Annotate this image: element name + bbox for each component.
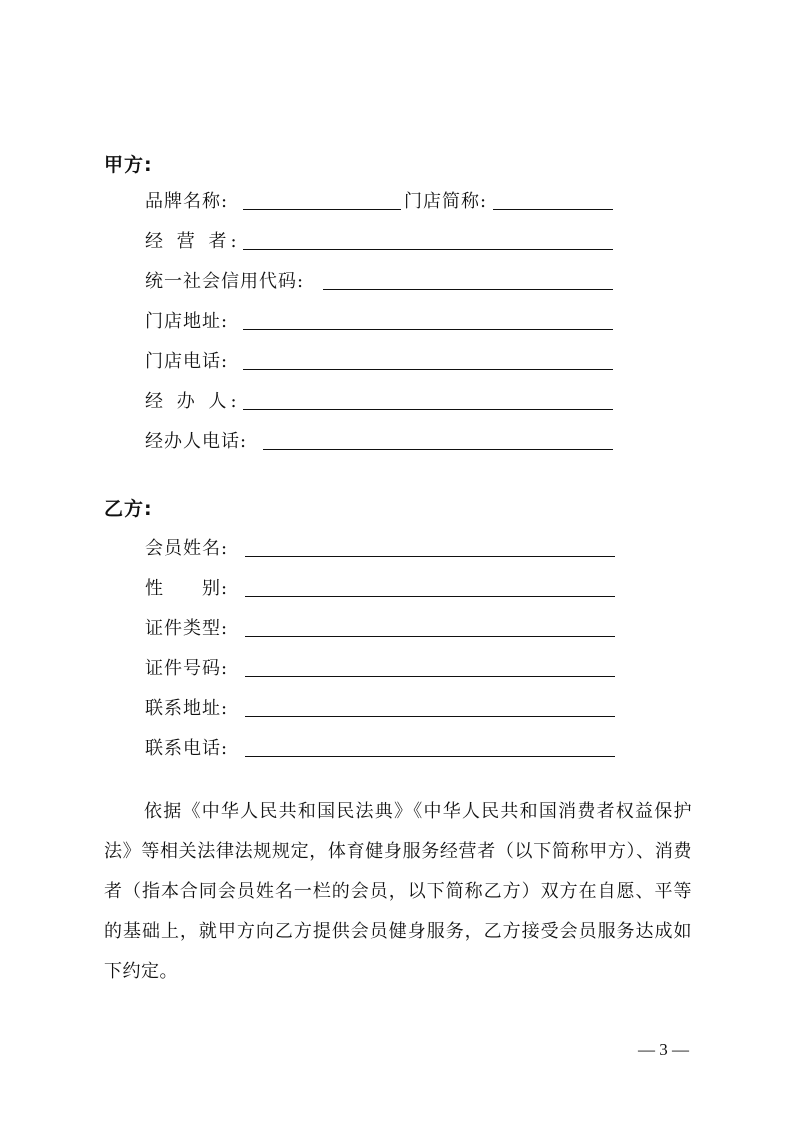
store-short-name-line[interactable] <box>493 209 613 210</box>
operator-label: 经 营 者: <box>145 231 241 252</box>
id-number-label: 证件号码: <box>145 658 229 679</box>
contact-address-label: 联系地址: <box>145 698 229 719</box>
id-type-line[interactable] <box>245 636 615 637</box>
store-address-label: 门店地址: <box>145 311 229 332</box>
contact-phone-line[interactable] <box>245 756 615 757</box>
store-short-name-label: 门店简称: <box>404 191 488 212</box>
handler-line[interactable] <box>243 409 613 410</box>
credit-code-line[interactable] <box>323 289 613 290</box>
operator-line[interactable] <box>243 249 613 250</box>
handler-label: 经 办 人: <box>145 391 241 412</box>
preamble-paragraph: 依据《中华人民共和国民法典》《中华人民共和国消费者权益保护法》等相关法律法规规定，体育健身服务经营者（以下简称甲方）、消费者（指本合同会员姓名一栏的会员，以下简称乙方）双方在自愿、平等的基础上，就甲方向乙方提供会员健身服务，乙方接受会员服务达成如下约定。 <box>104 801 692 982</box>
party-a-heading: 甲方: <box>104 154 153 176</box>
member-name-line[interactable] <box>245 556 615 557</box>
party-b-heading: 乙方: <box>104 498 153 520</box>
contact-address-line[interactable] <box>245 716 615 717</box>
store-phone-line[interactable] <box>243 369 613 370</box>
page-number: — 3 — <box>638 1040 689 1059</box>
credit-code-label: 统一社会信用代码: <box>145 271 305 292</box>
gender-label: 性 别: <box>145 578 229 599</box>
handler-phone-label: 经办人电话: <box>145 431 248 452</box>
contact-phone-label: 联系电话: <box>145 738 229 759</box>
store-address-line[interactable] <box>243 329 613 330</box>
brand-name-label: 品牌名称: <box>145 191 229 212</box>
handler-phone-line[interactable] <box>263 449 613 450</box>
store-phone-label: 门店电话: <box>145 351 229 372</box>
id-number-line[interactable] <box>245 676 615 677</box>
brand-name-line[interactable] <box>243 209 401 210</box>
id-type-label: 证件类型: <box>145 618 229 639</box>
gender-line[interactable] <box>245 596 615 597</box>
member-name-label: 会员姓名: <box>145 538 229 559</box>
